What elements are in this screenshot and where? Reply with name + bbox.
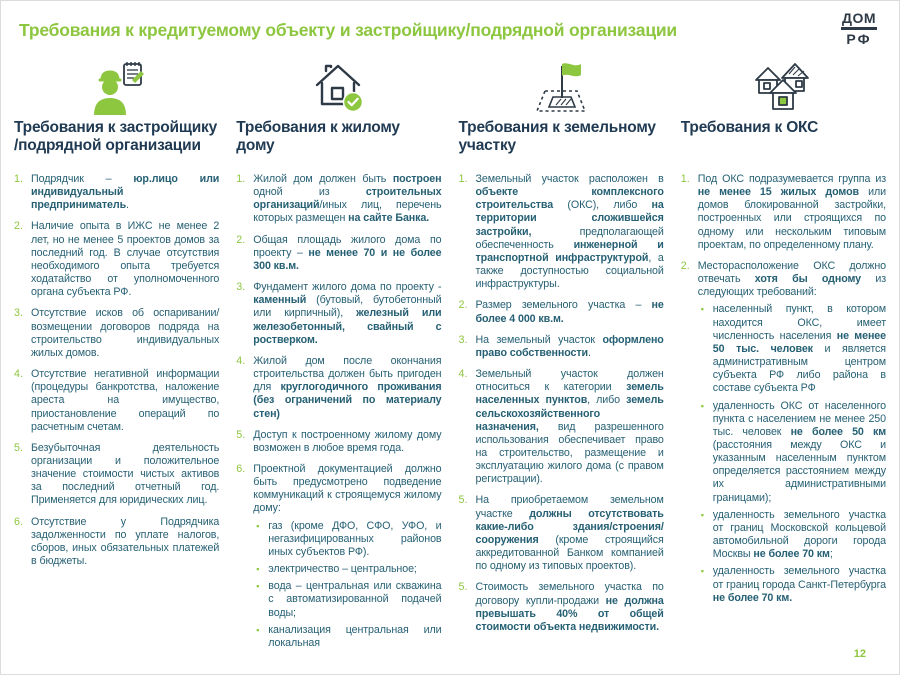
text: электричество – центральное; [268, 563, 417, 576]
text: (бутовый, бутобетонный или кирпичный), [253, 294, 442, 320]
column-header: Требования к земельному участку [458, 119, 656, 154]
column-house [236, 59, 441, 658]
text: газ (кроме ДФО, СФО, УФО, и негазифицированных районов иных субъектов РФ). [268, 519, 442, 558]
list-item [459, 173, 664, 291]
square-bullet-icon: ▪ [256, 624, 260, 635]
list-item [236, 429, 441, 455]
text: Проектной документацией должно быть предусмотрено подведение коммуникаций к строящемуся жилому дому: [253, 462, 442, 515]
item-text [476, 173, 664, 291]
bold-text: не более 70 км [753, 548, 830, 561]
item-text [253, 355, 441, 421]
sub-item [701, 303, 886, 395]
bold-text: не должна превышать 40% от общей стоимости объекта недвижимости. [475, 594, 664, 633]
bold-text: не более 50 км [790, 425, 887, 438]
text: канализация центральная или локальная [268, 623, 442, 649]
text: (ОКС), либо [553, 199, 652, 212]
list-item [459, 494, 664, 573]
column-header: Требования к жилому дому [236, 119, 400, 154]
list-item [14, 307, 219, 360]
text: , либо [587, 394, 627, 407]
item-text [253, 234, 441, 273]
item-text [698, 173, 886, 252]
text: или домов блокированной застройки, построенных или строящихся по одному или нескольким типовым проектам, по определенному плану. [697, 186, 886, 251]
item-number: 1. [458, 173, 468, 185]
sub-item-text [713, 400, 886, 505]
sub-item [256, 624, 441, 650]
list-item [236, 173, 441, 226]
square-bullet-icon: ▪ [700, 304, 704, 315]
item-number: 4. [458, 368, 468, 381]
bold-text: не более 4 000 кв.м. [475, 299, 664, 325]
text: Жилой дом должен быть [253, 173, 393, 185]
square-bullet-icon: ▪ [700, 509, 704, 520]
list-item [14, 220, 219, 299]
text: Безубыточная деятельность организации и положительное значение стоимости чистых активов за последний отчетный год. Применяется для юридических лиц. [31, 441, 220, 507]
text: Доступ к построенному жилому дому возможен в любое время года. [253, 428, 442, 454]
column-header: Требования к застройщику /подрядной организации [14, 119, 218, 154]
item-text [253, 281, 441, 347]
item-text [31, 307, 219, 360]
list-item [236, 281, 441, 347]
sub-item-text [713, 303, 886, 395]
bold-text: должны отсутствовать какие-либо здания/строения/сооружения [475, 507, 664, 546]
bold-text: не менее 15 жилых домов [697, 186, 859, 199]
sub-item [701, 400, 886, 505]
item-text [31, 516, 219, 569]
text: /иных лиц, перечень которых размещен [253, 199, 442, 225]
column-land [459, 59, 664, 658]
text: Наличие опыта в ИЖС не менее 2 лет, но не менее 5 проектов домов за последний год. В случае отсутствия необходимого опыта требуется ходатайство от уполномоченного органа субъекта РФ. [31, 220, 220, 299]
bold-text: не менее 70 и не более 300 кв.м. [253, 246, 442, 272]
item-number: 4. [236, 354, 246, 367]
bold-text: объекте комплексного строительства [475, 186, 664, 212]
flag-plot-icon [459, 59, 664, 115]
bold-text: строительных организаций [253, 186, 442, 212]
columns [14, 59, 886, 658]
list-item [459, 299, 664, 325]
item-text [31, 368, 219, 434]
text: На приобретаемом земельном участке [475, 494, 664, 520]
item-number: 2. [680, 259, 690, 272]
text: одной из [253, 186, 366, 199]
bold-text: оформлено право собственности [475, 333, 664, 359]
list-item [236, 355, 441, 421]
bold-text: земель населенных пунктов [475, 381, 664, 407]
text: удаленность ОКС от населенного пункта с населением не менее 250 тыс. человек [712, 399, 886, 438]
text: Земельный участок расположен в [475, 173, 664, 185]
requirements-list [236, 173, 441, 650]
sub-item-text [713, 509, 886, 562]
builder-checklist-icon [14, 59, 219, 115]
sub-item [701, 509, 886, 562]
text: Отсутствие у Подрядчика задолженности по уплате налогов, сборов, иных обязательных платежей в бюджеты. [31, 515, 220, 568]
text: и является административным центром субъекта РФ либо района в составе субъекта РФ [712, 342, 886, 395]
item-number: 1. [14, 173, 23, 185]
sub-item-text [268, 580, 441, 619]
text: предполагающей обеспеченность [475, 225, 664, 251]
item-text [698, 260, 886, 605]
item-text [253, 173, 441, 226]
text: Фундамент жилого дома по проекту - [253, 281, 442, 294]
sub-item [256, 520, 441, 559]
item-number: 5. [14, 441, 23, 454]
text: На земельный участок [475, 333, 603, 346]
text: вода – центральная или скважина с автоматизированной подачей воды; [268, 580, 442, 619]
list-item [681, 260, 886, 605]
text: (расстояния между ОКС и указанным населенным пунктом определяется расстоянием между их административными границами); [712, 438, 886, 504]
list-item [681, 173, 886, 252]
text: ; [829, 548, 833, 561]
list-item [459, 581, 664, 634]
square-bullet-icon: ▪ [256, 564, 260, 575]
item-number: 2. [236, 233, 246, 246]
bold-text: круглогодичного проживания (без ограничений по материалу стен) [253, 381, 442, 420]
item-text [476, 494, 664, 573]
item-number: 3. [14, 307, 23, 320]
list-item [459, 334, 664, 360]
item-number: 3. [458, 333, 468, 346]
bold-text: инженерной и транспортной инфраструктурой [475, 238, 664, 264]
requirements-list [459, 173, 664, 634]
logo-text-rf: РФ [846, 31, 872, 47]
bold-text: построен [392, 173, 442, 185]
logo-text-dom: ДОМ [841, 11, 877, 30]
bold-text: не менее 50 тыс. человек [712, 329, 886, 355]
sub-item-text [268, 563, 441, 576]
list-item [236, 463, 441, 650]
list-item [14, 516, 219, 569]
item-text [253, 463, 441, 650]
square-bullet-icon: ▪ [256, 520, 260, 531]
text: Подрядчик – [31, 173, 134, 185]
list-item [236, 234, 441, 273]
text: населенный пункт, в котором находится ОКС, имеет численность населения [712, 303, 886, 342]
item-number: 2. [14, 220, 23, 233]
text: (кроме строящийся аккредитованной Банком компанией по одному из типовых проектов). [475, 533, 664, 573]
text: . [126, 199, 129, 212]
bold-text: не более 70 км. [712, 591, 793, 604]
sub-item-text [713, 565, 886, 604]
item-number: 6. [14, 515, 23, 528]
sub-item [256, 563, 441, 576]
item-number: 6. [236, 462, 246, 475]
bold-text: на территории сложившейся застройки, [475, 199, 664, 238]
square-bullet-icon: ▪ [700, 400, 704, 411]
house-check-icon [236, 59, 441, 115]
list-item [459, 368, 664, 486]
text: удаленность земельного участка от границ города Санкт-Петербурга [712, 565, 886, 591]
text: удаленность земельного участка от границ Московской кольцевой автомобильной дороги города Москвы [712, 508, 886, 561]
item-number: 5. [458, 581, 468, 594]
item-number: 3. [236, 281, 246, 294]
column-header: Требования к ОКС [680, 119, 819, 136]
sub-item-text [268, 520, 441, 559]
list-item [14, 173, 219, 212]
item-text [476, 299, 664, 325]
requirements-list [14, 173, 219, 568]
item-text [31, 173, 219, 212]
item-number: 1. [236, 173, 246, 185]
text: , а также доступностью социальной инфраструктуры. [475, 251, 664, 291]
text: Отсутствие негативной информации (процедуры банкротства, наложение ареста на имущество, приостановление операций по расчетным счетам. [31, 368, 220, 433]
item-text [476, 368, 664, 486]
text: Отсутствие исков об оспаривании/возмещении договоров подряда на строительство индивидуальных жилых домов. [31, 307, 220, 359]
text: Жилой дом после окончания строительства должен быть пригоден для [253, 354, 442, 394]
column-oks [681, 59, 886, 658]
domrf-logo [841, 11, 877, 46]
text: из следующих требований: [697, 273, 887, 299]
text: вид разрешенного использования обеспечивает право на строительство, размещение и эксплуатацию жилого дома (с правом регистрации). [475, 420, 664, 486]
sub-item [701, 565, 886, 604]
item-text [31, 220, 219, 299]
houses-group-icon [681, 59, 886, 115]
item-text [476, 334, 664, 360]
text: Под ОКС подразумевается группа из [697, 173, 886, 185]
requirements-list [681, 173, 886, 605]
sub-item [256, 580, 441, 619]
bold-text: хотя бы одному [754, 273, 862, 286]
page-number: 12 [853, 648, 866, 660]
item-number: 2. [458, 299, 468, 312]
square-bullet-icon: ▪ [256, 581, 260, 592]
bold-text: каменный [253, 294, 307, 307]
text: . [587, 346, 591, 359]
text: Месторасположение ОКС должно отвечать [697, 259, 886, 286]
square-bullet-icon: ▪ [700, 566, 704, 577]
text: Размер земельного участка – [475, 299, 652, 312]
text: Общая площадь жилого дома по проекту – [253, 233, 442, 259]
sub-item-text [268, 624, 441, 650]
item-text [476, 581, 664, 634]
bold-text: на сайте Банка. [348, 212, 430, 225]
item-text [253, 429, 441, 455]
item-number: 1. [680, 173, 690, 185]
bold-text: земель сельскохозяйственного назначения, [475, 394, 664, 433]
text: Стоимость земельного участка по договору купли-продажи [475, 581, 664, 607]
text: Земельный участок должен относиться к категории [475, 368, 664, 394]
item-number: 4. [14, 368, 23, 381]
list-item [14, 442, 219, 508]
bold-text: юр.лицо или индивидуальный предприниматель [31, 173, 220, 212]
item-number: 5. [236, 428, 246, 441]
column-developer [14, 59, 219, 658]
item-number: 5. [458, 494, 468, 507]
page-title: Требования к кредитуемому объекту и застройщику/подрядной организации [19, 20, 677, 40]
bold-text: железный или железобетонный, свайный с ростверком. [253, 307, 442, 346]
item-text [31, 442, 219, 508]
list-item [14, 368, 219, 434]
